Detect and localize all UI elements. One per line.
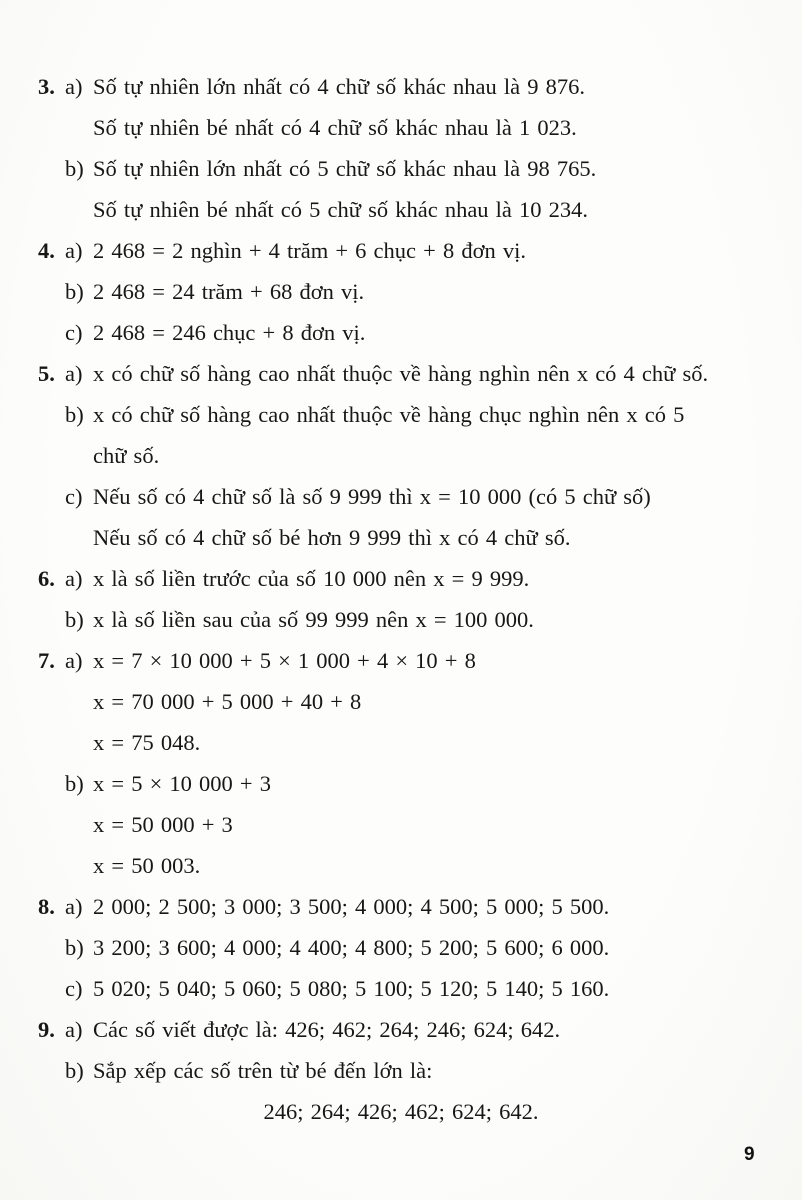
solution-line bbox=[38, 1057, 764, 1085]
part-label: b) bbox=[65, 935, 84, 960]
line-text: 5 020; 5 040; 5 060; 5 080; 5 100; 5 120; 5 140; 5 160. bbox=[93, 976, 610, 1001]
solution-line bbox=[38, 483, 764, 511]
page-number: 9 bbox=[744, 1144, 755, 1165]
solution-line bbox=[38, 524, 764, 552]
part-label: a) bbox=[65, 648, 83, 673]
line-text: x có chữ số hàng cao nhất thuộc về hàng nghìn nên x có 4 chữ số. bbox=[93, 361, 709, 386]
line-text: x = 70 000 + 5 000 + 40 + 8 bbox=[93, 689, 362, 714]
line-text: 2 468 = 24 trăm + 68 đơn vị. bbox=[93, 279, 365, 304]
solution-line bbox=[38, 319, 764, 347]
solution-line bbox=[38, 688, 764, 716]
solution-line bbox=[38, 975, 764, 1003]
solution-line bbox=[38, 73, 764, 101]
solution-line bbox=[38, 237, 764, 265]
part-label: a) bbox=[65, 566, 83, 591]
part-label: b) bbox=[65, 1058, 84, 1083]
part-label: b) bbox=[65, 156, 84, 181]
line-text: x có chữ số hàng cao nhất thuộc về hàng chục nghìn nên x có 5 bbox=[93, 402, 685, 427]
line-text: x là số liền trước của số 10 000 nên x = 9 999. bbox=[93, 566, 530, 591]
solution-line bbox=[38, 565, 764, 593]
solution-line bbox=[38, 196, 764, 224]
part-label: a) bbox=[65, 238, 83, 263]
solution-line bbox=[38, 729, 764, 757]
line-text: x = 50 003. bbox=[93, 853, 201, 878]
part-label: b) bbox=[65, 279, 84, 304]
line-text: x = 75 048. bbox=[93, 730, 201, 755]
line-text: 2 000; 2 500; 3 000; 3 500; 4 000; 4 500; 5 000; 5 500. bbox=[93, 894, 610, 919]
solution-line-centered bbox=[38, 1098, 764, 1126]
solution-line bbox=[38, 852, 764, 880]
solution-line bbox=[38, 278, 764, 306]
part-label: c) bbox=[65, 484, 83, 509]
solutions-text-block bbox=[38, 73, 764, 1139]
line-text: Sắp xếp các số trên từ bé đến lớn là: bbox=[93, 1058, 433, 1083]
line-text: 2 468 = 246 chục + 8 đơn vị. bbox=[93, 320, 366, 345]
line-text: Các số viết được là: 426; 462; 264; 246; 624; 642. bbox=[93, 1017, 561, 1042]
part-label: c) bbox=[65, 320, 83, 345]
line-text: Số tự nhiên bé nhất có 4 chữ số khác nhau là 1 023. bbox=[93, 115, 577, 140]
problem-number: 3. bbox=[38, 74, 55, 99]
problem-number: 9. bbox=[38, 1017, 55, 1042]
line-text: 2 468 = 2 nghìn + 4 trăm + 6 chục + 8 đơn vị. bbox=[93, 238, 526, 263]
line-text: x = 5 × 10 000 + 3 bbox=[93, 771, 271, 796]
part-label: a) bbox=[65, 1017, 83, 1042]
solution-line bbox=[38, 811, 764, 839]
problem-number: 8. bbox=[38, 894, 55, 919]
problem-number: 6. bbox=[38, 566, 55, 591]
part-label: b) bbox=[65, 607, 84, 632]
line-text: x = 7 × 10 000 + 5 × 1 000 + 4 × 10 + 8 bbox=[93, 648, 476, 673]
problem-number: 4. bbox=[38, 238, 55, 263]
problem-number: 7. bbox=[38, 648, 55, 673]
part-label: a) bbox=[65, 361, 83, 386]
solution-line bbox=[38, 114, 764, 142]
problem-number: 5. bbox=[38, 361, 55, 386]
line-text: x là số liền sau của số 99 999 nên x = 100 000. bbox=[93, 607, 534, 632]
solution-line bbox=[38, 442, 764, 470]
part-label: c) bbox=[65, 976, 83, 1001]
solution-line bbox=[38, 770, 764, 798]
line-text: x = 50 000 + 3 bbox=[93, 812, 233, 837]
solution-line bbox=[38, 360, 764, 388]
solution-line bbox=[38, 155, 764, 183]
line-text: Số tự nhiên lớn nhất có 5 chữ số khác nhau là 98 765. bbox=[93, 156, 597, 181]
part-label: b) bbox=[65, 402, 84, 427]
part-label: b) bbox=[65, 771, 84, 796]
line-text: Nếu số có 4 chữ số là số 9 999 thì x = 10 000 (có 5 chữ số) bbox=[93, 484, 651, 509]
line-text: Nếu số có 4 chữ số bé hơn 9 999 thì x có 4 chữ số. bbox=[93, 525, 571, 550]
solution-line bbox=[38, 893, 764, 921]
line-text: 3 200; 3 600; 4 000; 4 400; 4 800; 5 200; 5 600; 6 000. bbox=[93, 935, 610, 960]
part-label: a) bbox=[65, 894, 83, 919]
line-text: Số tự nhiên bé nhất có 5 chữ số khác nhau là 10 234. bbox=[93, 197, 589, 222]
solution-line bbox=[38, 401, 764, 429]
line-text: Số tự nhiên lớn nhất có 4 chữ số khác nhau là 9 876. bbox=[93, 74, 585, 99]
line-text: chữ số. bbox=[93, 443, 160, 468]
solution-line bbox=[38, 647, 764, 675]
line-text: 246; 264; 426; 462; 624; 642. bbox=[263, 1099, 539, 1124]
solution-line bbox=[38, 934, 764, 962]
solution-line bbox=[38, 1016, 764, 1044]
solution-line bbox=[38, 606, 764, 634]
part-label: a) bbox=[65, 74, 83, 99]
